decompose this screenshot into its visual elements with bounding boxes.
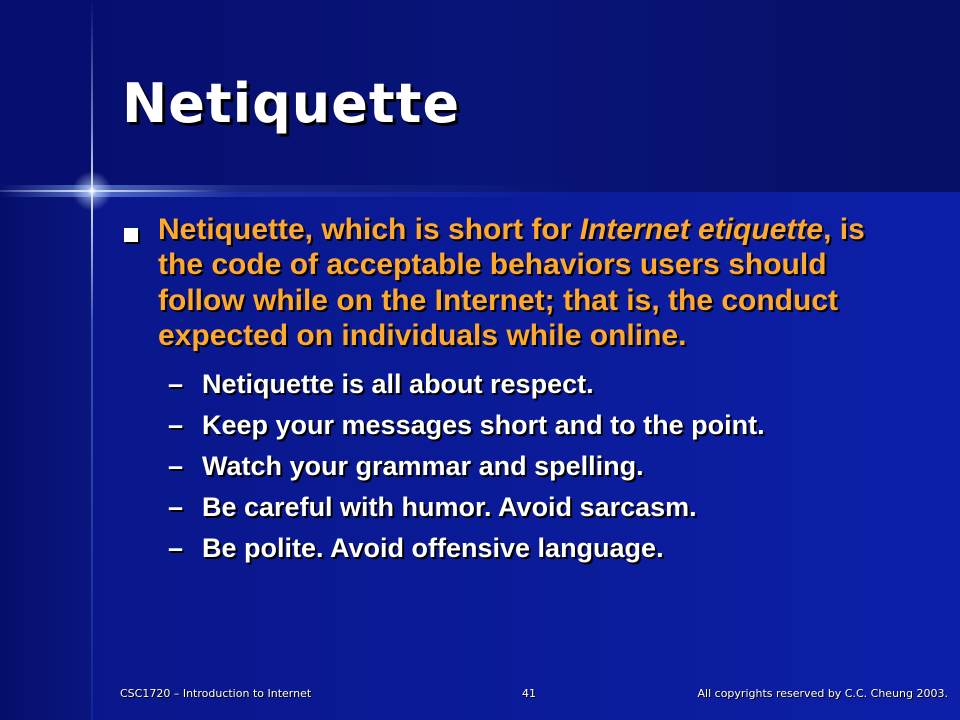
main-bullet-text: [158, 212, 882, 354]
sub-bullet-text: Keep your messages short and to the point.: [202, 409, 765, 440]
sub-bullet-item: [122, 366, 882, 403]
main-bullet-text-part-1: Netiquette, which is short for: [158, 213, 580, 246]
slide-title: Netiquette: [122, 72, 461, 135]
main-bullet-text-part-2: , is the code of acceptable behaviors users should follow while on the Internet; that is, the conduct expected on individuals while online.: [158, 213, 865, 353]
sub-bullet-item: [122, 407, 882, 444]
slide-footer: [120, 687, 948, 703]
sub-bullet-list: [122, 366, 882, 567]
footer-copyright: All copyrights reserved by C.C. Cheung 2003.: [697, 687, 948, 700]
footer-page-number: 41: [522, 687, 536, 700]
sub-bullet-text: Be careful with humor. Avoid sarcasm.: [202, 491, 697, 522]
main-bullet-italic-term: Internet etiquette: [579, 213, 824, 246]
dash-bullet-icon: –: [168, 368, 184, 399]
dash-bullet-icon: –: [168, 409, 184, 440]
vertical-light-line: [91, 0, 93, 720]
slide-content: [122, 212, 882, 571]
square-bullet-icon: [124, 228, 138, 242]
star-sparkle-icon: [72, 171, 112, 211]
sub-bullet-text: Watch your grammar and spelling.: [202, 450, 644, 481]
sub-bullet-item: [122, 530, 882, 567]
dash-bullet-icon: –: [168, 532, 184, 563]
dash-bullet-icon: –: [168, 450, 184, 481]
footer-course-title: CSC1720 – Introduction to Internet: [120, 687, 312, 700]
sub-bullet-item: [122, 448, 882, 485]
main-bullet: [122, 212, 882, 354]
sub-bullet-text: Netiquette is all about respect.: [202, 368, 594, 399]
sub-bullet-item: [122, 489, 882, 526]
dash-bullet-icon: –: [168, 491, 184, 522]
sub-bullet-text: Be polite. Avoid offensive language.: [202, 532, 664, 563]
